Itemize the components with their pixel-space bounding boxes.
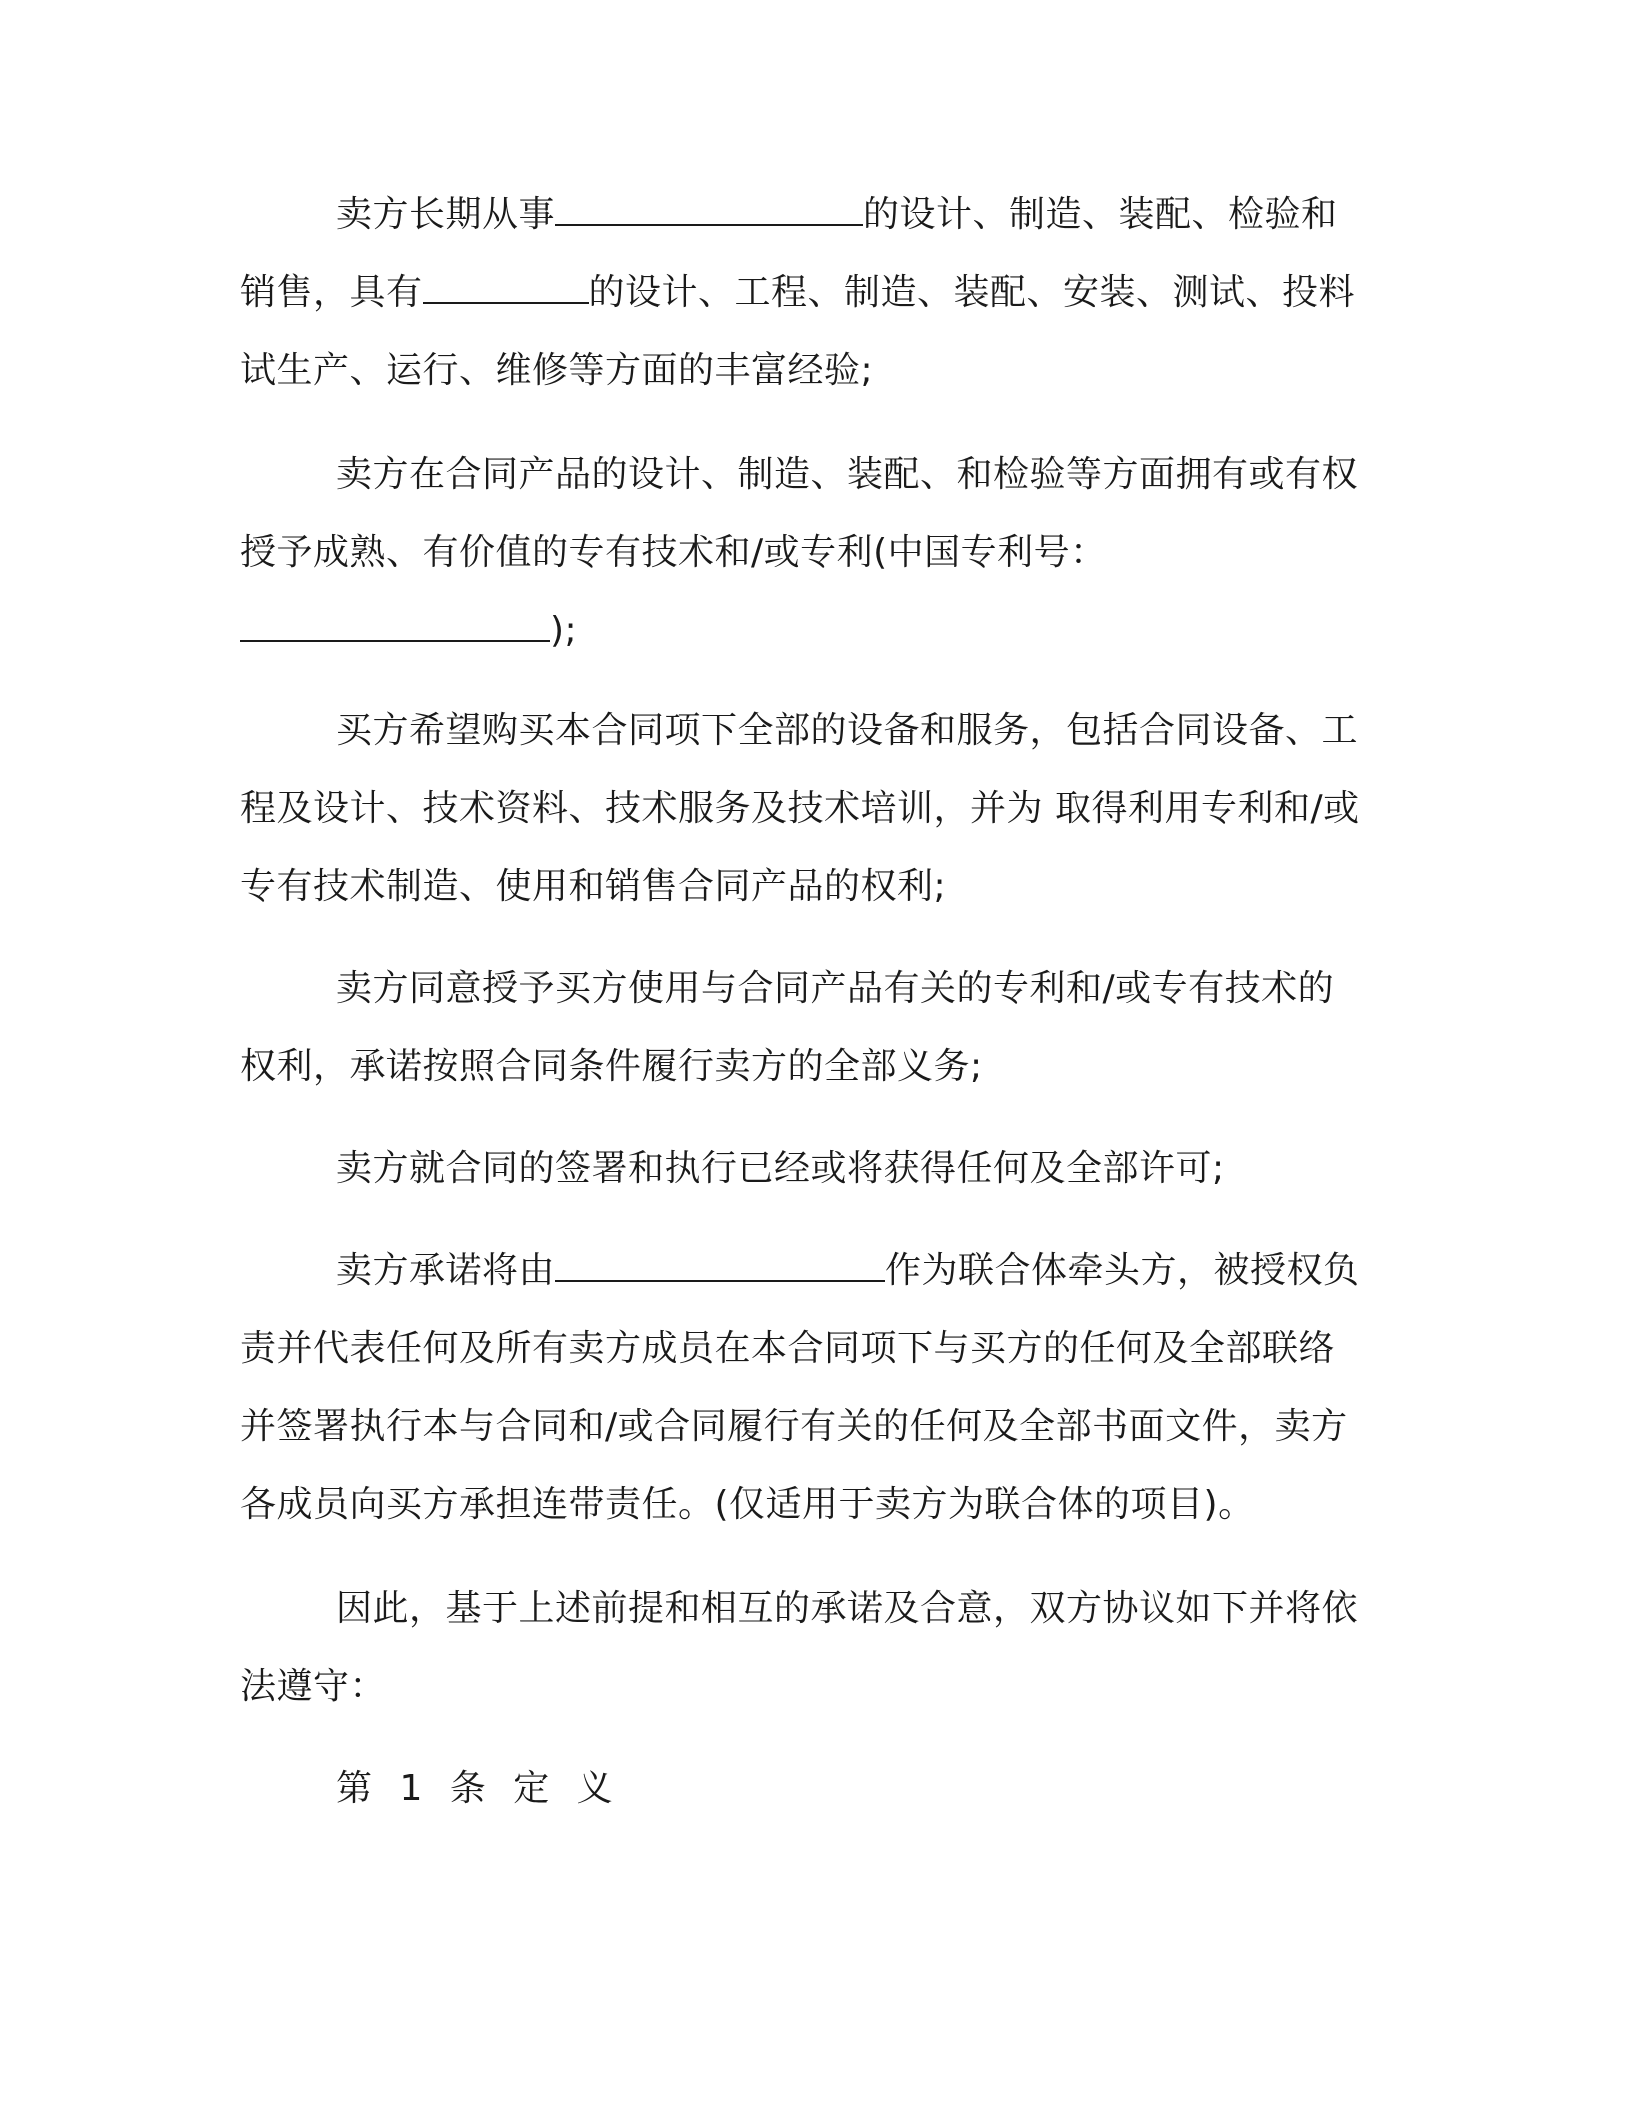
paragraph-agreement xyxy=(240,1570,1380,1726)
fill-in-blank[interactable] xyxy=(555,1254,885,1282)
text-segment: 卖方就合同的签署和执行已经或将获得任何及全部许可; xyxy=(336,1148,1225,1189)
text-line xyxy=(240,692,1380,770)
text-segment: ); xyxy=(550,610,578,651)
text-line xyxy=(240,176,1380,254)
text-segment: 卖方承诺将由 xyxy=(336,1250,556,1291)
fill-in-blank[interactable] xyxy=(423,276,589,304)
text-line xyxy=(240,770,1380,848)
fill-in-blank[interactable] xyxy=(240,614,550,642)
text-segment: 并签署执行本与合同和/或合同履行有关的任何及全部书面文件，卖方 xyxy=(240,1406,1348,1447)
text-segment: 的设计、制造、装配、检验和 xyxy=(863,194,1338,235)
paragraph-seller-patents xyxy=(240,436,1380,670)
text-line xyxy=(240,436,1380,514)
article-heading: 第 1 条 定 义 xyxy=(336,1768,621,1809)
text-line xyxy=(240,1388,1380,1466)
text-line xyxy=(240,592,1380,670)
text-segment: 卖方长期从事 xyxy=(336,194,556,235)
text-segment: 专有技术制造、使用和销售合同产品的权利; xyxy=(240,866,947,907)
paragraph-seller-permits xyxy=(240,1130,1380,1208)
paragraph-seller-experience xyxy=(240,176,1380,410)
text-line xyxy=(240,514,1380,592)
text-line xyxy=(240,950,1380,1028)
fill-in-blank[interactable] xyxy=(555,198,863,226)
text-segment: 卖方在合同产品的设计、制造、装配、和检验等方面拥有或有权 xyxy=(336,454,1359,495)
text-line xyxy=(240,1028,1380,1106)
text-line xyxy=(240,1310,1380,1388)
text-segment: 卖方同意授予买方使用与合同产品有关的专利和/或专有技术的 xyxy=(336,968,1335,1009)
text-segment: 作为联合体牵头方，被授权负 xyxy=(885,1250,1360,1291)
text-line xyxy=(240,1232,1380,1310)
text-segment: 的设计、工程、制造、装配、安装、测试、投料 xyxy=(588,272,1356,313)
text-segment: 销售，具有 xyxy=(240,272,423,313)
paragraph-buyer-purchase xyxy=(240,692,1380,926)
text-segment: 责并代表任何及所有卖方成员在本合同项下与买方的任何及全部联络 xyxy=(240,1328,1336,1369)
text-line xyxy=(240,1648,1380,1726)
text-line xyxy=(240,848,1380,926)
text-segment: 买方希望购买本合同项下全部的设备和服务，包括合同设备、工 xyxy=(336,710,1359,751)
text-segment: 因此，基于上述前提和相互的承诺及合意，双方协议如下并将依 xyxy=(336,1588,1359,1629)
text-line xyxy=(240,254,1380,332)
text-segment: 法遵守： xyxy=(240,1666,387,1707)
paragraph-consortium-lead xyxy=(240,1232,1380,1544)
text-line xyxy=(240,332,1380,410)
text-segment: 各成员向买方承担连带责任。(仅适用于卖方为联合体的项目)。 xyxy=(240,1484,1255,1525)
text-line xyxy=(240,1130,1380,1208)
paragraph-seller-grant xyxy=(240,950,1380,1106)
text-segment: 程及设计、技术资料、技术服务及技术培训，并为 取得利用专利和/或 xyxy=(240,788,1360,829)
text-line xyxy=(240,1466,1380,1544)
text-segment: 试生产、运行、维修等方面的丰富经验; xyxy=(240,350,874,391)
text-segment: 授予成熟、有价值的专有技术和/或专利(中国专利号： xyxy=(240,532,1107,573)
text-segment: 权利，承诺按照合同条件履行卖方的全部义务; xyxy=(240,1046,983,1087)
text-line xyxy=(240,1570,1380,1648)
